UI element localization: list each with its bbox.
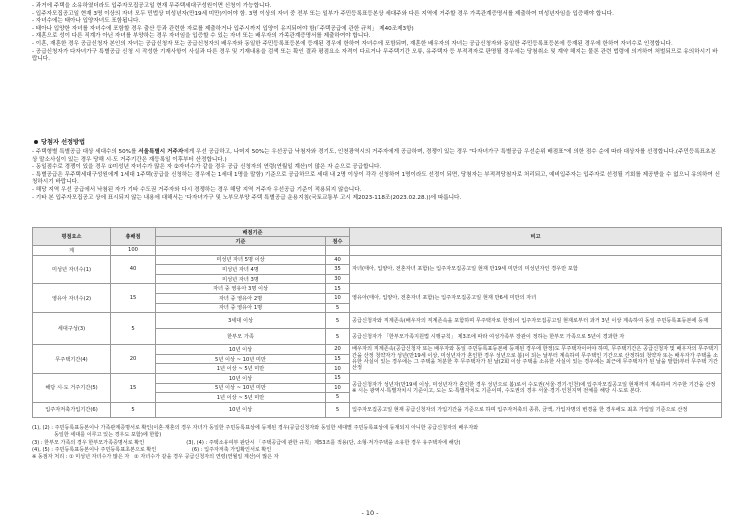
note-cell: 공급신청자와 직계존속(배우자의 직계존속을 포함하며 무주택자로 한정)이 입주자모집공고일 현재로부터 과거 3년 이상 계속하여 동일 주민등록표등본에 등재	[350, 313, 722, 329]
section-title	[34, 137, 85, 146]
score-cell: 5	[326, 393, 350, 403]
page-number: - 10 -	[361, 509, 379, 517]
note-cell: 공급신청자가 「한부모가족지원법 시행규칙」 제3조에 따라 여성가족부 장관이 정하는 한부모 가족으로 5년이 경과한 자	[350, 329, 722, 345]
header-score: 점수	[326, 237, 350, 246]
criteria-cell: 5년 이상 ~ 10년 미만	[156, 354, 326, 364]
rule-item: - 주택형별 특별공급 대상 세대수의 50%를 서울특별시 거주자에게 우선 공급하고, 나머지 50%는 우선공급 낙첨자와 경기도, 인천광역시의 거주자에게 공급하며, 경쟁이 있는 경우 "다자녀가구 특별공급 우선순위 배점표"에 의한 점수 순에 따라 대상자를 선정합니다.(주민등록표초본 상 말소사실이 있는 경우 당해 시·도 거주기간은 재등록일 이후부터 산정합니다.)	[32, 149, 716, 163]
selection-rules	[32, 149, 722, 202]
criteria-cell: 자녀 중 영유아 3명 이상	[156, 284, 326, 294]
note-item: - 과거에 주택을 소유하였더라도 입주자모집공고일 현재 무주택세대구성원이면 신청이 가능합니다.	[32, 3, 272, 9]
eligibility-notes	[32, 3, 722, 64]
table-row-total: 15	[111, 284, 156, 313]
note-item: - 재혼으로 성이 다른 직계가 아닌 자녀를 부양하는 경우 자녀임을 입증할 수 있는 자녀 또는 배우자의 가족관계증명서를 제출하여야 합니다.	[32, 33, 371, 40]
criteria-cell: 1년 이상 ~ 5년 미만	[156, 393, 326, 403]
note-item: - 자녀수에는 태아나 입양자녀도 포함됩니다.	[32, 18, 141, 25]
score-cell: 15	[326, 284, 350, 294]
footnote: ※ 동점자 처리 : ① 미성년 자녀수가 많은 자 ② 자녀수가 같을 경우 공급신청자의 연령(연월일 계산)이 많은 자	[32, 454, 279, 461]
rule-item: - 해당 지역 우선 공급에서 낙첨된 자가 기타 수도권 거주자와 다시 경쟁하는 경우 해당 지역 거주자 우선공급 기준이 적용되지 않습니다.	[32, 186, 362, 193]
criteria-cell: 3세대 이상	[156, 313, 326, 329]
table-row-item: 미성년 자녀수(1)	[33, 255, 111, 284]
criteria-cell: 자녀 중 영유아 2명	[156, 293, 326, 303]
rule-item: - 동일점수로 경쟁이 있을 경우 ①미성년 자녀수가 많은 자 ②자녀수가 같을 경우 공급 신청자의 연령(연월일 계산)이 많은 자 순으로 공급합니다.	[32, 164, 382, 171]
table-row-item: 무주택기간(4)	[33, 345, 111, 374]
note-item: - 태아나 입양한 자녀를 자녀수에 포함할 경우 출산 등과 관련한 자료를 제출하거나 입주시까지 입양이 유지되어야 함(「주택공급에 관한 규칙」 제40조제3항)	[32, 25, 414, 32]
table-row-item: 해당 시·도 거주기간(5)	[33, 373, 111, 402]
criteria-cell: 자녀 중 영유아 1명	[156, 303, 326, 313]
criteria-cell: 5년 이상 ~ 10년 미만	[156, 383, 326, 393]
score-cell: 15	[326, 354, 350, 364]
table-row-total: 5	[111, 313, 156, 345]
total-row-value: 100	[111, 246, 156, 256]
footnote: 동일한 세대를 이루고 있는 경우도 포함)에 한함)	[54, 432, 162, 439]
total-row-label: 계	[33, 246, 111, 256]
table-row-total: 20	[111, 345, 156, 374]
table-row-item: 영유아 자녀수(2)	[33, 284, 111, 313]
table-row-total: 40	[111, 255, 156, 284]
note-cell: 입주자모집공고일 현재 공급신청자의 가입기간을 기준으로 하며 입주자저축의 종류, 금액, 가입자명의 변경을 한 경우에도 최초 가입일 기준으로 산정	[350, 402, 722, 417]
criteria-cell: 10년 이상	[156, 373, 326, 383]
bullet-dot-icon	[34, 140, 38, 144]
table-row-total: 15	[111, 373, 156, 402]
criteria-cell: 한부모 가족	[156, 329, 326, 345]
note-item: - 공급신청자가 다자녀가구 특별공급 신청 시 작성한 기재사항이 사실과 다른 경우 및 기재내용을 검색 또는 확인 결과 평점요소 자격이 다르거나 무주택기간 오류, 유주택자 등 부적격자로 판명될 경우에는 당첨취소 및 계약 해지는 물론 관련 법령에 의거하여 처벌되므로 유의하시기 바랍니다.	[32, 48, 718, 63]
score-cell: 10	[326, 293, 350, 303]
footnote: (3) : 한부모 가족의 경우 한부모가족증명서로 확인 (3), (4) : 주택소유여부 판단시 「주택공급에 관한 규칙」제53조를 적용(단, 소형·저가주택을 소유한 경우 유주택자에 해당)	[32, 439, 461, 446]
rule-emphasis: 서울특별시 거주자	[138, 149, 184, 155]
footnote: (1), (2) : 주민등록표등본이나 가족관계증명서로 확인(이혼·재혼의 경우 자녀가 동일한 주민등록표상에 등재된 경우(공급신청자와 동일한 세대별 주민등록표상에 등재되지 아니한 공급신청자의 배우자와	[32, 425, 479, 431]
score-cell: 10	[326, 364, 350, 374]
header-criteria-sub: 기준	[156, 237, 326, 246]
note-item: - 입주자모집공고일 현재 3명 이상의 자녀 모두 민법상 미성년자(만19세 미만)이어야 함. 3명 이상의 자녀 중 전부 또는 일부가 주민등록표등본상 세대주와 다른 지역에 거주할 경우 가족관계증명서를 제출하여 미성년자임을 입증해야 합니다.	[32, 10, 614, 17]
table-row-item: 세대구성(3)	[33, 313, 111, 345]
section-title-text: 당첨자 선정방법	[41, 139, 85, 146]
table-footnotes	[32, 425, 722, 461]
score-cell: 15	[326, 373, 350, 383]
footnote: (4), (5) : 주민등록표등본이나 주민등록표초본으로 확인 (6) : 입주자저축 가입확인서로 확인	[32, 446, 272, 453]
score-cell: 30	[326, 274, 350, 284]
rule-item: - 기타 본 입주자모집공고 상에 표시되지 않는 내용에 대해서는 '다자녀가구 및 노부모부양 주택 특별공급 운용지침(국토교통부 고시 제2023-118조(2023.02.28.))에 따릅니다.	[32, 194, 462, 201]
criteria-cell: 10년 이상	[156, 345, 326, 355]
note-cell: 배우자의 직계존속(공급신청자 또는 배우자와 동일 주민등록표등본에 등재된 경우에 한정)도 무주택자이어야 하며, 무주택기간은 공급신청자 및 배우자의 무주택기간을 산정 청약자가 성년(만19세 이상, 미성년자가 혼인한 경우 성년으로 봄)이 되는 날부터 계속하여 무주택인 기간으로 산정하되 청약자 또는 배우자가 주택을 소유한 사실이 있는 경우에는 그 주택을 처분한 후 무주택자가 된 날(2회 이상 주택을 소유한 사실이 있는 경우에는 최근에 무주택자가 된 날을 말함)부터 무주택 기간 산정	[350, 345, 722, 374]
score-cell: 40	[326, 255, 350, 265]
criteria-cell: 미성년 자녀 5명 이상	[156, 255, 326, 265]
score-cell: 35	[326, 265, 350, 275]
table-row-total: 5	[111, 402, 156, 417]
header-note: 비고	[350, 228, 722, 246]
score-cell: 5	[326, 402, 350, 417]
criteria-cell: 미성년 자녀 3명	[156, 274, 326, 284]
score-cell: 10	[326, 383, 350, 393]
score-cell: 20	[326, 345, 350, 355]
score-cell: 5	[326, 303, 350, 313]
criteria-cell: 미성년 자녀 4명	[156, 265, 326, 275]
priority-score-table	[32, 227, 722, 418]
criteria-cell: 1년 이상 ~ 5년 미만	[156, 364, 326, 374]
score-cell: 5	[326, 313, 350, 329]
criteria-cell: 10년 이상	[156, 402, 326, 417]
note-cell: 공급신청자가 성년자(만19세 이상, 미성년자가 혼인한 경우 성년으로 봄)로서 수도권(서울·경기·인천)에 입주자모집공고일 현재까지 계속하여 거주한 기간을 산정 ※ 시는 광역시·특별자치시 기준이고, 도는 도·특별자치도 기준이며, 수도권의 경우 서울·경기·인천지역 전체를 해당 시·도로 본다.	[350, 373, 722, 402]
header-item: 평점요소	[33, 228, 111, 246]
score-cell: 5	[326, 329, 350, 345]
note-cell: 자녀(태아, 입양아, 전혼자녀 포함)는 입주자모집공고일 현재 만19세 미만의 미성년자인 경우만 포함	[350, 255, 722, 284]
table-row-item: 입주자저축가입기간(6)	[33, 402, 111, 417]
note-item: - 이혼, 재혼한 경우 공급신청자 본인의 자녀는 공급신청자 또는 공급신청자의 배우자와 동일한 주민등록표등본에 등재된 경우에 한하여 자녀수에 포함되며, 재혼한 배우자의 자녀는 공급신청자와 동일한 주민등록표등본에 등재된 경우에 한하여 자녀수로 인정합니다.	[32, 40, 673, 47]
header-total: 총배점	[111, 228, 156, 246]
rule-item: - 특별공급은 무주택세대구성원에게 1세대 1주택(공급을 신청하는 경우에는 1세대 1명을 말함) 기준으로 공급하므로 세대 내 2명 이상이 각각 신청하여 1명이라도 선정이 되면, 당첨자는 부적격당첨자로 처리되고, 예비입주자는 입주자로 선정될 기회를 제공받을 수 없으니 유의하여 신청하시기 바랍니다.	[32, 171, 720, 186]
note-cell: 영유아(태아, 입양아, 전혼자녀 포함)는 입주자모집공고일 현재 만6세 미만의 자녀	[350, 284, 722, 313]
header-criteria: 배점기준	[156, 228, 350, 237]
